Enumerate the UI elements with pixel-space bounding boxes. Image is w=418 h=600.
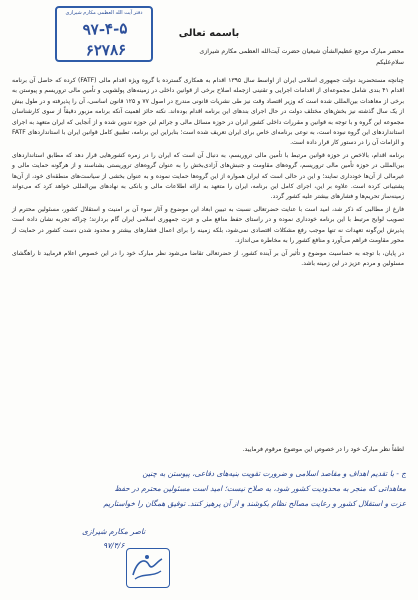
- handwritten-line: معاهداتی که منجر به محدودیت کشور شود، به صلاح نیست؛ امید است مسئولین محترم در حفظ: [114, 484, 406, 493]
- letter-paragraph: در پایان، با توجه به حساسیت موضوع و تأثیر آن بر آینده کشور، از حضرتعالی تقاضا می‌شود نظر مبارک خود را در این خصوص اعلام فرمایید تا راهگشای مسئولین و مردم عزیز در این زمینه باشد.: [12, 249, 404, 267]
- stamp-date: ۹۷-۴-۵: [82, 19, 128, 39]
- letter-addressee: محضر مبارک مرجع عظیم‌الشأن شیعیان حضرت آیت‌الله العظمی مکارم شیرازی: [199, 48, 404, 55]
- stamp-header: دفتر آیت الله العظمی مکارم شیرازی: [65, 10, 143, 16]
- letter-address-block: [74, 46, 404, 68]
- signature-name: ناصر مکارم شیرازی: [82, 527, 146, 536]
- handwritten-line: ج - با تقدیم اهداف و مقاصد اسلامی و ضرورت تقویت بنیه‌های دفاعی، پیوستن به چنین: [142, 469, 406, 478]
- office-seal: [126, 548, 170, 588]
- letter-paragraph: برنامه اقدام، بالاخص در حوزه قوانین مرتبط با تأمین مالی تروریسم، به دنبال آن است که ایران را در زمره کشورهایی قرار دهد که مطابق استانداردهای بین‌المللی در حوزه تأمین مالی تروریسم، گروه‌های مقاومت و جنبش‌های آزادی‌بخش را به عنوان گروه‌های تروریستی بشناسند و از هرگونه حمایت مالی و غیرمالی از آن‌ها خودداری نمایند؛ و این در حالی است که ایران همواره از این گروه‌ها حمایت نموده و به عنوان بخشی از سیاست‌های منطقه‌ای خود، از آن‌ها پشتیبانی کرده است. علاوه بر این، اجرای کامل این برنامه، ایران را متعهد به ارائه اطلاعات مالی و بانکی به نهادهای بین‌المللی خواهد کرد که می‌تواند زمینه‌ساز تحریم‌ها و فشارهای بیشتر علیه کشور گردد.: [12, 151, 404, 201]
- letter-body: [12, 76, 404, 271]
- letter-closing: لطفاً نظر مبارک خود را در خصوص این موضوع مرقوم فرمایید.: [242, 446, 404, 453]
- handwritten-reply: [10, 466, 406, 511]
- letter-salutation: سلام‌علیکم: [376, 59, 404, 66]
- letter-paragraph: چنانچه مستحضرید دولت جمهوری اسلامی ایران از اواسط سال ۱۳۹۵ اقدام به همکاری گسترده با گروه ویژه اقدام مالی (FATF) کرده که حاصل آن برنامه اقدام ۴۱ بندی شامل مجموعه‌ای از اقدامات اجرایی و تقنینی ازجمله اصلاح برخی از قوانین داخلی در زمینه‌های پولشویی و تأمین مالی تروریسم و پیوستن به برخی از معاهدات بین‌المللی شده است که وزیر اقتصاد وقت نیز طی نشریات قانونی مندرج در اصول ۷۷ و ۱۲۵ قانون اساسی، آن را پذیرفته و در طول بیش از یک سال گذشته نیز بخش‌های مختلف دولت در حال اجرای بندهای این برنامه اقدام بوده‌اند. نکته حائز اهمیت آنکه برنامه مزبور دقیقاً از سوی کارشناسان مجموعه این گروه و با توجه به قوانین و مقررات داخلی کشور ایران در حوزه مسائل مالی و جرائم این حوزه تدوین شده و از آنجایی که ایران متعهد به اجرای استانداردهای این گروه نبوده است، به نوعی برنامه‌ای خاص برای ایران تعریف شده است؛ بنابراین این برنامه، تطبیق کامل قوانین ایران با استانداردهای FATF و الزامات آن را در دستور کار قرار داده است.: [12, 77, 405, 147]
- stamp-number: ۶۲۷۸۶: [85, 40, 127, 60]
- handwritten-line: عزت و استقلال کشور و رعایت مصالح نظام بکوشند و از آن پرهیز کنند. توفیق همگان را خواستاریم: [103, 499, 406, 508]
- signature-date: ۹۷/۴/۶: [102, 541, 125, 550]
- letter-paragraph: فارغ از مطالبی که ذکر شد، امید است با عنایت حضرتعالی نسبت به تبیین ابعاد این موضوع و آثار سوء آن بر امنیت و استقلال کشور، مسئولین محترم از تصویب لوایح مرتبط با این برنامه خودداری نموده و در راستای حفظ منافع ملی و عزت جمهوری اسلامی ایران گام بردارند؛ چراکه تجربه نشان داده است پذیرش این‌گونه تعهدات نه تنها موجب رفع مشکلات اقتصادی نمی‌شود، بلکه زمینه را برای اعمال فشارهای بیشتر و محدود شدن دست کشور در حمایت از محور مقاومت فراهم می‌آورد و منافع کشور را به مخاطره می‌اندازد.: [12, 205, 404, 245]
- seal-mark-icon: [127, 549, 168, 586]
- letter-title: باسمه تعالی: [178, 28, 240, 39]
